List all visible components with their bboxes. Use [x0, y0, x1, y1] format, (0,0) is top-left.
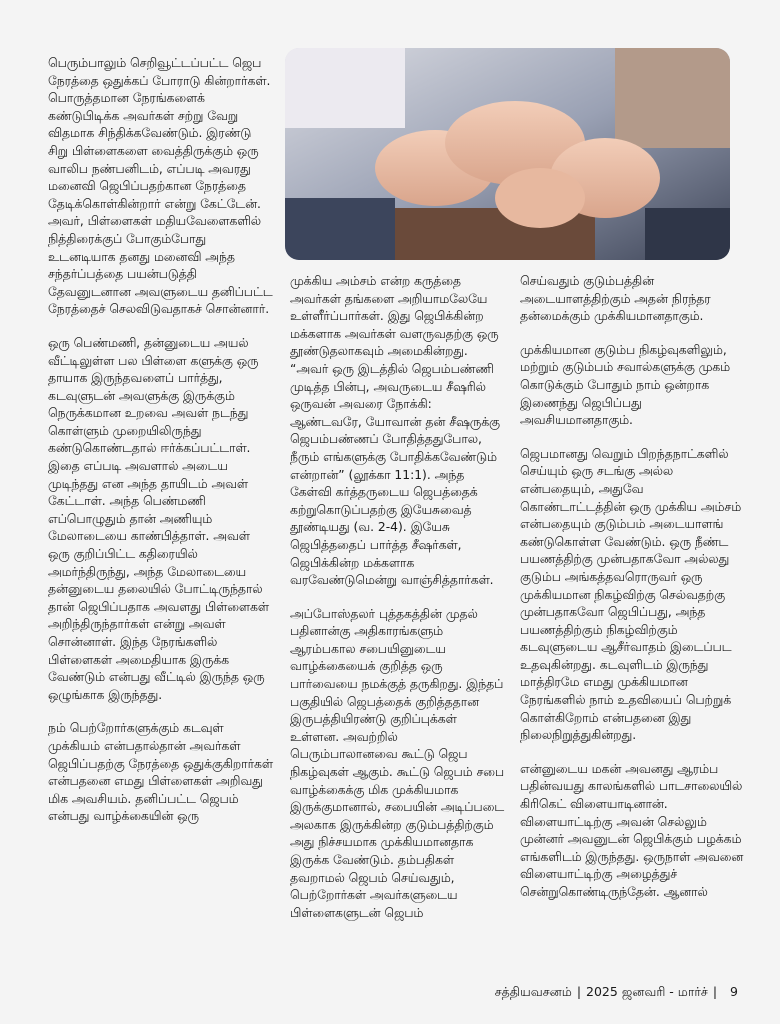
column-right: [520, 273, 744, 902]
footer-divider: |: [576, 984, 582, 999]
magazine-name: சத்தியவசனம்: [494, 984, 572, 999]
paragraph: என்னுடைய மகன் அவனது ஆரம்ப பதின்வயது காலங்களில் பாடசாலையில் கிரிகெட் விளையாடினான். விளையாட்டிற்கு அவன் செல்லும் முன்னர் அவனுடன் ஜெபிக்கும் பழக்கம் எங்களிடம் இருந்தது. ஒருநாள் அவனை விளையாட்டிற்கு அழைத்துச் சென்றுகொண்டிருந்தேன். ஆனால்: [520, 761, 744, 899]
footer-divider: |: [712, 984, 718, 999]
paragraph: நம் பெற்றோர்களுக்கும் கடவுள் முக்கியம் என்பதால்தான் அவர்கள் ஜெபிப்பதற்கு நேரத்தை ஒதுக்குகிறார்கள் என்பதனை எமது பிள்ளைகள் அறிவது மிக அவசியம். தனிப்பட்ட ஜெபம் என்பது வாழ்க்கையின் ஒரு: [48, 721, 273, 824]
page-number: 9: [730, 984, 738, 999]
issue-date: 2025 ஜனவரி - மார்ச்: [586, 984, 708, 999]
paragraph: செய்வதும் குடும்பத்தின் அடையாளத்திற்கும் அதன் நிரந்தர தன்மைக்கும் முக்கியமானதாகும்.: [520, 274, 711, 324]
praying-hands-photo: [285, 48, 730, 260]
paragraph: அப்போஸ்தலர் புத்தகத்தின் முதல் பதினான்கு அதிகாரங்களும் ஆரம்பகால சபையினுடைய வாழ்க்கையைக் குறித்த ஒரு பார்வையை நமக்குத் தருகிறது. இந்தப் பகுதியில் ஜெபத்தைக் குறித்ததான இருபத்தியிரண்டு குறிப்புக்கள் உள்ளன. அவற்றில் பெரும்பாலானவை கூட்டு ஜெப நிகழ்வுகள் ஆகும். கூட்டு ஜெபம் சபை வாழ்க்கைக்கு மிக முக்கியமாக இருக்குமானால், சபையின் அடிப்படை அலகாக இருக்கின்ற குடும்பத்திற்கும் அது நிச்சயமாக முக்கியமானதாக இருக்க வேண்டும். தம்பதிகள் தவறாமல் ஜெபம் செய்வதும், பெற்றோர்கள் அவர்களுடைய பிள்ளைகளுடன் ஜெபம்: [290, 606, 505, 920]
paragraph: பெரும்பாலும் செறிவூட்டப்பட்ட ஜெப நேரத்தை ஒதுக்கப் போராடு கின்றார்கள். பொருத்தமான நேரங்களைக் கண்டுபிடிக்க அவர்கள் சற்று வேறு விதமாக சிந்திக்கவேண்டும். இரண்டு சிறு பிள்ளைகளை வைத்திருக்கும் ஒரு வாலிப நண்பனிடம், எப்படி அவரது மனைவி ஜெபிப்பதற்கான நேரத்தை தேடிக்கொள்கின்றார் என்று கேட்டேன். அவர், பிள்ளைகள் மதியவேளைகளில் நித்திரைக்குப் போகும்போது உடனடியாக தனது மனைவி அந்த சந்தர்ப்பத்தை பயன்படுத்தி தேவனுடனான அவளுடைய தனிப்பட்ட நேரத்தைச் செலவிடுவதாகச் சொன்னார்.: [48, 56, 273, 317]
paragraph: ஒரு பெண்மணி, தன்னுடைய அயல் வீட்டிலுள்ள பல பிள்ளை களுக்கு ஒரு தாயாக இருந்தவளைப் பார்த்து, கடவுளுடன் அவளுக்கு இருக்கும் நெருக்கமான உறவை அவள் நடந்து கொள்ளும் முறையிலிருந்து கண்டுகொண்டதால் ஈர்க்கப்பட்டாள். இதை எப்படி அவளால் அடைய முடிந்தது என அந்த தாயிடம் அவள் கேட்டாள். அந்த பெண்மணி எப்பொழுதும் தான் அணியும் மேலாடையை காண்பித்தாள். அவள் ஒரு குறிப்பிட்ட கதிரையில் அமர்ந்திருந்து, அந்த மேலாடையை தன்னுடைய தலையில் போட்டிருந்தால் தான் ஜெபிப்பதாக அவளது பிள்ளைகள் அறிந்திருந்தார்கள் என்று அவள் சொன்னாள். இந்த நேரங்களில் பிள்ளைகள் அமைதியாக இருக்க வேண்டும் என்பது வீட்டில் இருந்த ஒரு ஒழுங்காக இருந்தது.: [48, 335, 269, 702]
paragraph: ஜெபமானது வெறும் பிறந்தநாட்களில் செய்யும் ஒரு சடங்கு அல்ல என்பதையும், அதுவே கொண்டாட்டத்தின் ஒரு முக்கிய அம்சம் என்பதையும் குடும்பம் அடையாளங் கண்டுகொள்ள வேண்டும். ஒரு நீண்ட பயணத்திற்கு முன்பதாகவோ அல்லது குடும்ப அங்கத்தவரொருவர் ஒரு முக்கியமான நிகழ்விற்கு செல்வதற்கு முன்பதாகவோ ஜெபிப்பது, அந்த பயணத்திற்கும் நிகழ்விற்கும் கடவுளுடைய ஆசீர்வாதம் இடைப்பட உதவுகின்றது. கடவுளிடம் இருந்து மாத்திரமே எமது முக்கியமான நேரங்களில் நாம் உதவியைப் பெற்றுக் கொள்கிறோம் என்பதனை இது நிலைநிறுத்துகின்றது.: [520, 446, 742, 743]
column-left: [48, 55, 273, 826]
page-footer: [495, 984, 738, 1001]
paragraph: முக்கியமான குடும்ப நிகழ்வுகளிலும், மற்றும் குடும்பம் சவால்களுக்கு முகம் கொடுக்கும் போதும் நாம் ஒன்றாக இணைந்து ஜெபிப்பது அவசியமானதாகும்.: [520, 342, 731, 428]
paragraph: முக்கிய அம்சம் என்ற கருத்தை அவர்கள் தங்களை அறியாமலேயே உள்ளீர்ப்பார்கள். இது ஜெபிக்கின்ற மக்களாக அவர்கள் வளருவதற்கு ஒரு தூண்டுதலாகவும் அமைகின்றது. “அவர் ஒரு இடத்தில் ஜெபம்பண்ணி முடித்த பின்பு, அவருடைய சீஷரில் ஒருவன் அவரை நோக்கி: ஆண்டவரே, யோவான் தன் சீஷருக்கு ஜெபம்பண்ணப் போதித்ததுபோல, நீரும் எங்களுக்கு போதிக்கவேண்டும் என்றான்” (லூக்கா 11:1). அந்த கேள்வி கர்த்தருடைய ஜெபத்தைக் கற்றுகொடுப்பதற்கு இயேசுவைத் தூண்டியது (வ. 2-4). இயேசு ஜெபித்ததைப் பார்த்த சீஷர்கள், ஜெபிக்கின்ற மக்களாக வரவேண்டுமென்று வாஞ்சித்தார்கள்.: [290, 274, 500, 588]
column-middle: [290, 273, 506, 922]
